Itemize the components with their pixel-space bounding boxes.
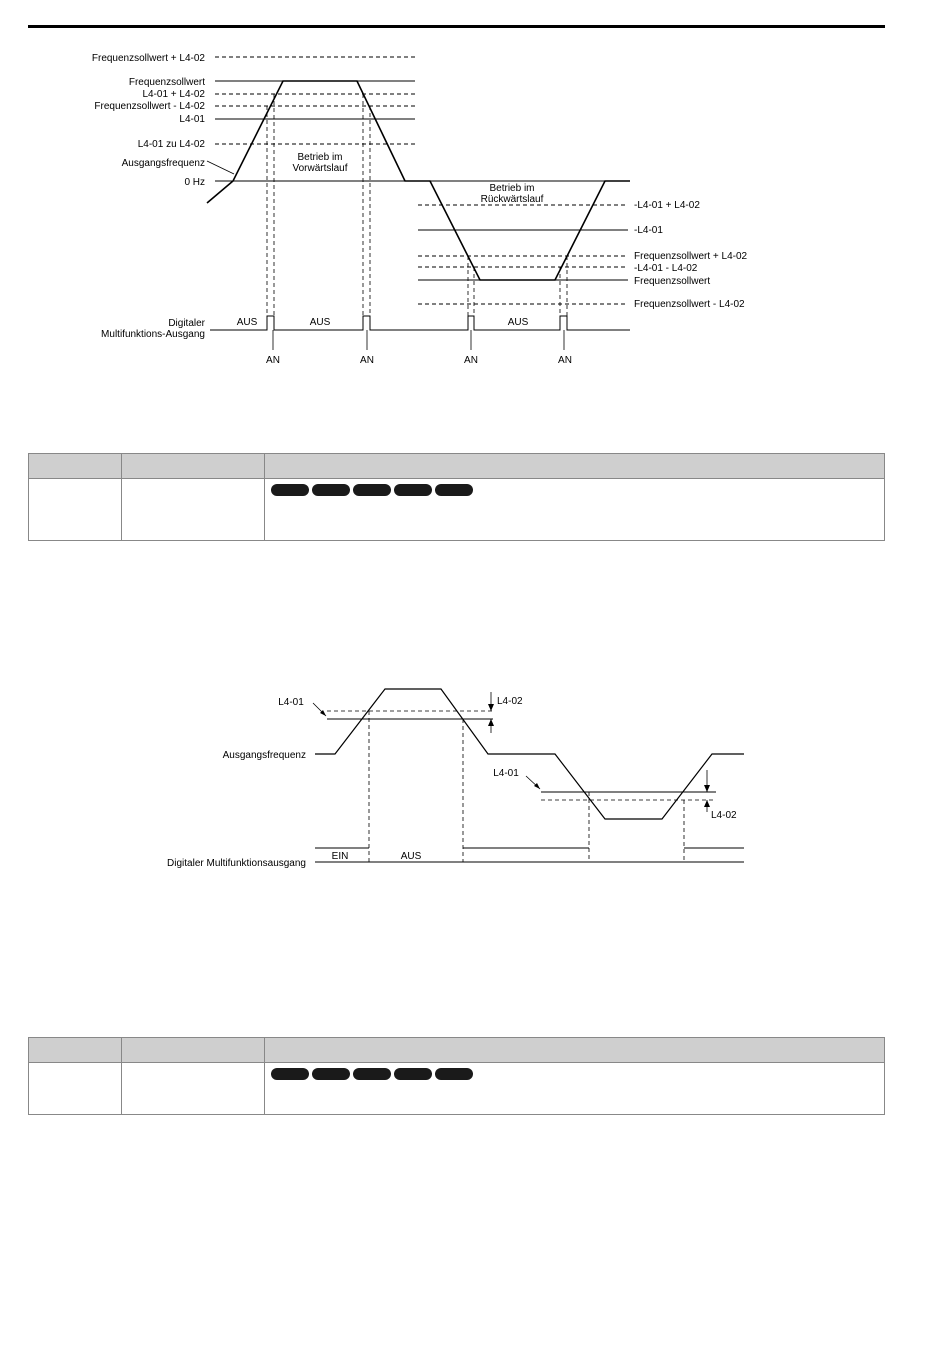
- header-description: [265, 454, 885, 479]
- control-mode-badge: [394, 484, 432, 496]
- cell-name: [122, 479, 265, 541]
- cell-description: [265, 1063, 885, 1115]
- label-ref-plus-l402: Frequenzsollwert + L4-02: [91, 53, 205, 64]
- on-label-1: AN: [266, 355, 280, 366]
- label-rev-ref-plus-l402: Frequenzsollwert + L4-02: [634, 251, 748, 262]
- off-label-3: AUS: [507, 317, 529, 328]
- cell-no: [29, 479, 122, 541]
- label-l401-to-l402: L4-01 zu L4-02: [137, 139, 205, 150]
- label-rev-ref-minus-l402: Frequenzsollwert - L4-02: [634, 299, 745, 310]
- on-label: EIN: [331, 851, 349, 862]
- header-no: [29, 454, 122, 479]
- parameter-table-1: [28, 453, 885, 541]
- label-neg-l401: -L4-01: [634, 225, 663, 236]
- on-label-2: AN: [360, 355, 374, 366]
- output-frequency-label: Ausgangsfrequenz: [222, 750, 306, 761]
- forward-run-line2: Vorwärtslauf: [292, 163, 348, 174]
- parameter-table-2: [28, 1037, 885, 1115]
- label-ref-minus-l402: Frequenzsollwert - L4-02: [94, 101, 205, 112]
- label-neg-l401-minus-l402: -L4-01 - L4-02: [634, 263, 698, 274]
- label-ref: Frequenzsollwert: [128, 77, 205, 88]
- output-label-line2: Multifunktions-Ausgang: [101, 329, 205, 340]
- on-label-3: AN: [464, 355, 478, 366]
- l402-label-forward: L4-02: [497, 696, 523, 707]
- l401-label-forward: L4-01: [278, 697, 304, 708]
- table-header-row: [29, 1038, 885, 1063]
- control-mode-badges: [271, 1068, 878, 1080]
- label-neg-l401-plus-l402: -L4-01 + L4-02: [634, 200, 700, 211]
- digital-output-label: Digitaler Multifunktionsausgang: [167, 858, 306, 869]
- table-header-row: [29, 454, 885, 479]
- on-label-4: AN: [558, 355, 572, 366]
- header-description: [265, 1038, 885, 1063]
- l402-label-reverse: L4-02: [711, 810, 737, 821]
- control-mode-badge: [353, 484, 391, 496]
- label-rev-ref: Frequenzsollwert: [634, 276, 711, 287]
- off-label-1: AUS: [236, 317, 258, 328]
- table-row: [29, 1063, 885, 1115]
- label-l401: L4-01: [179, 114, 205, 125]
- frequency-detection-diagram-1: [0, 0, 950, 380]
- control-mode-badge: [271, 1068, 309, 1080]
- reverse-run-line1: Betrieb im: [489, 183, 535, 194]
- control-mode-badge: [312, 484, 350, 496]
- header-no: [29, 1038, 122, 1063]
- l401-label-reverse: L4-01: [493, 768, 519, 779]
- label-zero-hz: 0 Hz: [184, 177, 205, 188]
- control-mode-badge: [435, 1068, 473, 1080]
- header-name: [122, 454, 265, 479]
- control-mode-badge: [353, 1068, 391, 1080]
- control-mode-badges: [271, 484, 878, 496]
- label-output-frequency: Ausgangsfrequenz: [121, 158, 205, 169]
- reverse-run-line2: Rückwärtslauf: [480, 194, 544, 205]
- frequency-detection-diagram-2: [0, 670, 950, 880]
- cell-description: [265, 479, 885, 541]
- cell-no: [29, 1063, 122, 1115]
- off-label-2: AUS: [309, 317, 331, 328]
- control-mode-badge: [394, 1068, 432, 1080]
- control-mode-badge: [435, 484, 473, 496]
- control-mode-badge: [271, 484, 309, 496]
- off-label: AUS: [400, 851, 422, 862]
- header-name: [122, 1038, 265, 1063]
- label-l401-plus-l402: L4-01 + L4-02: [142, 89, 205, 100]
- cell-name: [122, 1063, 265, 1115]
- table-row: [29, 479, 885, 541]
- output-label-line1: Digitaler: [168, 318, 205, 329]
- control-mode-badge: [312, 1068, 350, 1080]
- forward-run-line1: Betrieb im: [297, 152, 343, 163]
